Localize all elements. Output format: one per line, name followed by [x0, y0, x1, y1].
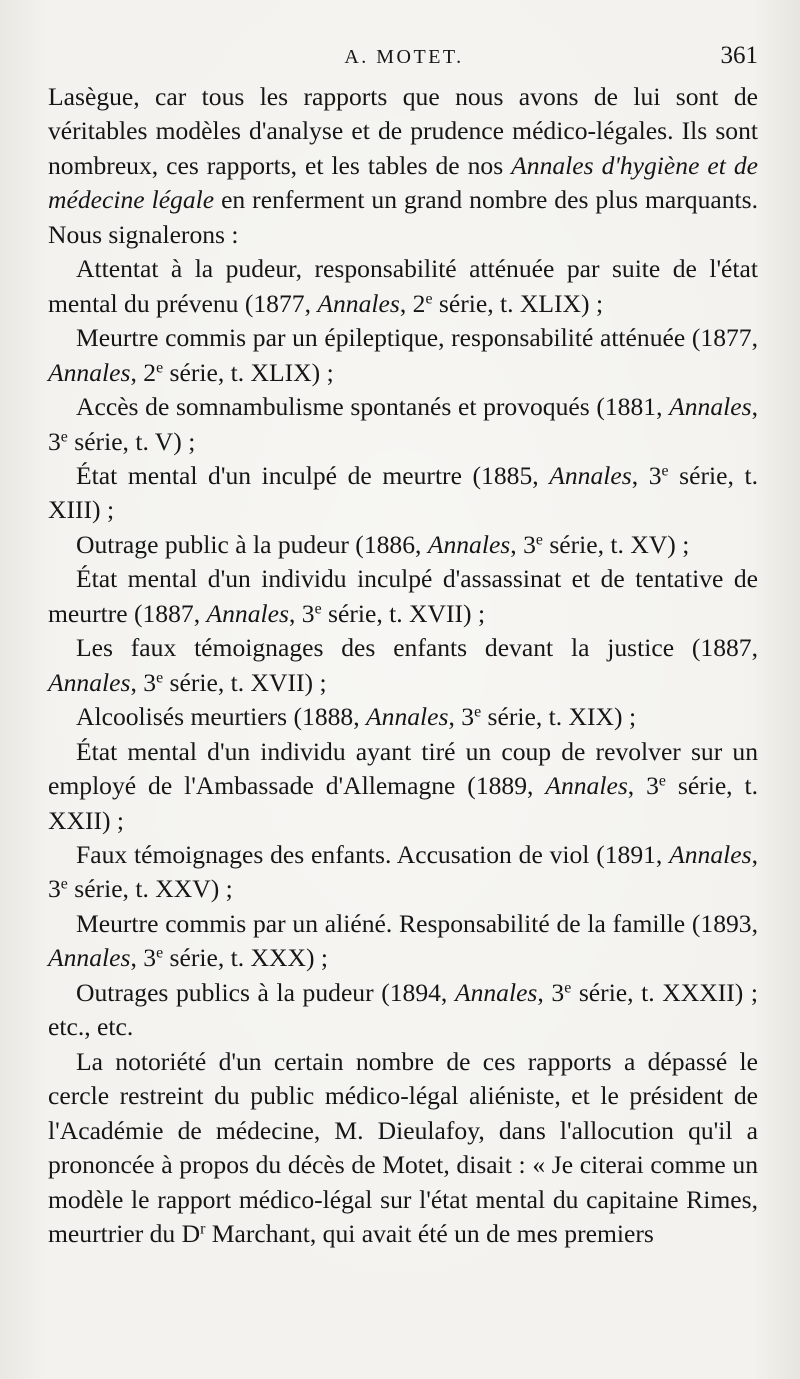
text-run: série, t. XVII) ; — [163, 667, 327, 697]
text-run: série, t. XIX) ; — [481, 702, 637, 732]
paragraph — [48, 459, 758, 528]
text-run: Attentat à la pudeur, responsabilité atténuée par suite de l'état mental du prévenu (1877, — [48, 254, 758, 318]
paragraph — [48, 976, 758, 1045]
italic-title: Annales — [669, 392, 752, 422]
paragraph — [48, 528, 758, 562]
paragraph — [48, 838, 758, 907]
text-run: Meurtre commis par un aliéné. Responsabilité de la famille (1893, — [76, 908, 758, 938]
text-run: série, t. XXV) ; — [67, 874, 233, 904]
text-run: Meurtre commis par un épileptique, responsabilité atténuée (1877, — [76, 323, 758, 353]
text-run: , 3 — [48, 392, 758, 456]
paragraph — [48, 907, 758, 976]
italic-title: Annales — [427, 529, 511, 559]
paragraph — [48, 700, 758, 734]
text-run: Marchant, qui avait été un de mes premiers — [205, 1218, 654, 1248]
superscript: e — [425, 290, 433, 307]
text-run: État mental d'un individu inculpé d'assassinat et de tentative de meurtre (1887, — [48, 564, 758, 628]
text-run: série, t. XV) ; — [542, 529, 690, 559]
superscript: e — [156, 668, 164, 686]
text-run: série, t. XVII) ; — [321, 598, 486, 628]
paragraph — [48, 252, 758, 321]
paragraph — [48, 80, 758, 252]
page-header — [48, 42, 760, 78]
text-run: , 3 — [48, 839, 758, 904]
text-run: , 3 — [130, 943, 157, 973]
text-run: Faux témoignages des enfants. Accusation de viol (1891, — [76, 839, 670, 869]
text-run: série, t. V) ; — [67, 426, 196, 456]
text-run: Accès de somnambulisme spontanés et provoqués (1881, — [76, 392, 670, 422]
text-run: Outrages publics à la pudeur (1894, — [76, 977, 455, 1007]
text-run: , 2 — [130, 357, 157, 387]
italic-title: Annales — [48, 667, 131, 697]
text-run: série, t. XLIX) ; — [163, 357, 334, 387]
italic-title: Annales d'hygiène et de médecine légale — [48, 150, 758, 215]
paragraph — [48, 562, 758, 631]
superscript: e — [60, 427, 68, 445]
text-run: série, t. XLIX) ; — [432, 288, 604, 318]
text-run: État mental d'un inculpé de meurtre (1885, — [76, 460, 550, 490]
superscript: e — [60, 875, 68, 893]
italic-title: Annales — [48, 943, 131, 973]
text-run: en renferment un grand nombre des plus marquants. Nous signalerons : — [48, 185, 758, 249]
italic-title: Annales — [48, 357, 131, 387]
italic-title: Annales — [206, 598, 289, 628]
superscript: e — [156, 944, 164, 962]
superscript: e — [661, 462, 669, 480]
paragraph — [48, 390, 758, 459]
italic-title: Annales — [549, 460, 632, 490]
text-run: , 3 — [627, 771, 659, 801]
text-run: La notoriété d'un certain nombre de ces rapports a dépassé le cercle restreint du public médico-légal aliéniste, et le président de l'Académie de médecine, M. Dieulafoy, dans l'allocution qu'il a prononcée à propos du décès de Motet, disait : « Je citerai comme un modèle le rapport médico-légal sur l'état mental du capitaine Rimes, meurtrier du D — [48, 1046, 758, 1248]
text-run: Outrage public à la pudeur (1886, — [76, 529, 428, 559]
superscript: e — [564, 979, 572, 997]
italic-title: Annales — [669, 839, 752, 869]
superscript: e — [156, 358, 164, 376]
running-head: A. MOTET. — [344, 46, 464, 68]
superscript: e — [314, 600, 322, 618]
text-run: , 3 — [288, 598, 315, 628]
italic-title: Annales — [545, 771, 628, 801]
superscript: r — [200, 1220, 206, 1238]
italic-title: Annales — [454, 977, 538, 1007]
paragraph — [48, 735, 758, 838]
page-number: 361 — [720, 42, 758, 69]
paragraph — [48, 631, 758, 700]
superscript: e — [535, 531, 543, 549]
body-text — [48, 80, 758, 1251]
text-run: , 3 — [537, 977, 565, 1007]
text-run: Lasègue, car tous les rapports que nous avons de lui sont de véritables modèles d'analyse et de prudence médico-légales. Ils sont nombreux, ces rapports, et les tables de nos — [48, 82, 758, 180]
superscript: e — [474, 703, 482, 721]
text-run: Alcoolisés meurtiers (1888, — [76, 702, 367, 732]
text-run: série, t. XXII) ; — [48, 771, 758, 835]
text-run: Les faux témoignages des enfants devant la justice (1887, — [76, 633, 758, 663]
paragraph — [48, 321, 758, 390]
italic-title: Annales — [317, 288, 400, 318]
text-run: , 3 — [631, 460, 662, 490]
text-run: série, t. XIII) ; — [48, 460, 758, 525]
text-run: série, t. XXXII) ; etc., etc. — [48, 977, 758, 1042]
text-run: , 3 — [130, 667, 157, 697]
text-run: série, t. XXX) ; — [163, 943, 329, 973]
text-run: , 3 — [510, 529, 536, 559]
superscript: e — [658, 772, 666, 790]
paragraph — [48, 1045, 758, 1252]
italic-title: Annales — [366, 702, 449, 732]
text-run: , 3 — [448, 702, 475, 732]
text-run: , 2 — [399, 288, 426, 318]
text-run: État mental d'un individu ayant tiré un coup de revolver sur un employé de l'Ambassade d'Allemagne (1889, — [48, 736, 758, 801]
